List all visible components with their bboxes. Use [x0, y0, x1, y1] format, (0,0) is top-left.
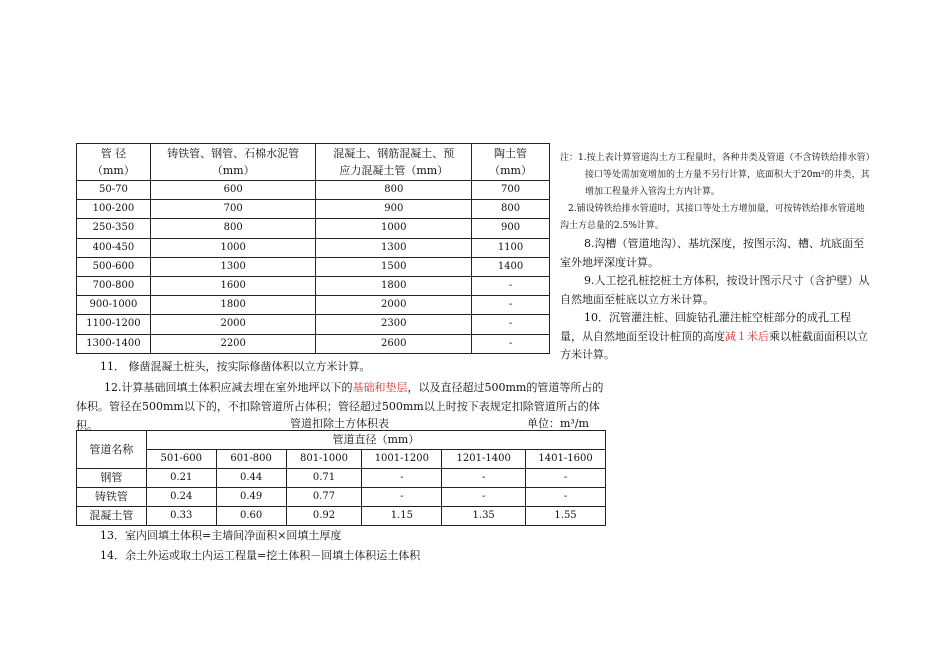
table-cell: 1400 — [472, 257, 550, 276]
highlight-text: 基础和垫层 — [352, 381, 408, 394]
table-cell: 2000 — [150, 315, 316, 334]
table-cell: 1800 — [150, 296, 316, 315]
table-row — [77, 257, 550, 276]
table-cell: 0.49 — [216, 488, 286, 507]
diameter-row — [77, 450, 606, 469]
table-cell: 700 — [150, 200, 316, 219]
table-cell: 250-350 — [77, 219, 151, 238]
table-cell: 0.33 — [146, 507, 216, 526]
table-cell: 900-1000 — [77, 296, 151, 315]
table-cell: 900 — [316, 200, 472, 219]
table-cell: 1500 — [316, 257, 472, 276]
header-pipe-name: 管道名称 — [77, 431, 147, 469]
header-diameter: 管 径 （mm） — [77, 144, 151, 181]
pipe-name: 钢管 — [77, 469, 147, 488]
table-cell: 2200 — [150, 334, 316, 353]
note-1: 注：1.按上表计算管道沟土方工程量时，各种井类及管道（不含铸铁给排水管）接口等处需加宽增加的土方量不另行计算，底面积大于20m²的井类，其增加工程量并入管沟土方内计算。 — [560, 153, 871, 197]
table-cell: 0.71 — [286, 469, 362, 488]
table-cell: 2600 — [316, 334, 472, 353]
item-12: 12.计算基础回填土体积应减去埋在室外地坪以下的基础和垫层，以及直径超过500mm的管道等所占的体积。管径在500mm以下的，不扣除管道所占体积；管径超过500mm以上时按下表规定扣除管道所占的体积。 — [76, 381, 604, 432]
table-cell: - — [526, 488, 606, 507]
item-9: 9.人工挖孔桩挖桩土方体积，按设计图示尺寸（含护壁）从自然地面至桩底以立方米计算。 — [560, 274, 870, 306]
header-pipe-diameter: 管道直径（mm） — [146, 431, 605, 450]
table-cell: - — [362, 488, 442, 507]
notes-panel — [560, 150, 872, 365]
table-cell: 0.77 — [286, 488, 362, 507]
diameter-header: 1401-1600 — [526, 450, 606, 469]
header-cast-iron: 铸铁管、钢管、石棉水泥管 （mm） — [150, 144, 316, 181]
diameter-header: 1201-1400 — [442, 450, 526, 469]
table-cell: 1300 — [316, 238, 472, 257]
table-cell: 1000 — [150, 238, 316, 257]
item-8: 8.沟槽（管道地沟）、基坑深度，按图示沟、槽、坑底面至室外地坪深度计算。 — [560, 237, 864, 269]
table-cell: 700 — [472, 181, 550, 200]
pipe-name: 铸铁管 — [77, 488, 147, 507]
table-cell: 600 — [150, 181, 316, 200]
table-cell: 1100 — [472, 238, 550, 257]
diameter-header: 801-1000 — [286, 450, 362, 469]
table-cell: 800 — [472, 200, 550, 219]
table-cell: - — [442, 469, 526, 488]
table-cell: 0.24 — [146, 488, 216, 507]
table-header-row — [77, 144, 550, 181]
table-cell: 1300-1400 — [77, 334, 151, 353]
table2-unit: 单位：m³/m — [527, 417, 589, 430]
table-cell: 800 — [150, 219, 316, 238]
highlight-text: 减１米后 — [725, 329, 769, 343]
table-cell: 400-450 — [77, 238, 151, 257]
table-cell: 1600 — [150, 276, 316, 295]
table-cell: 2300 — [316, 315, 472, 334]
table-cell: 800 — [316, 181, 472, 200]
header-clay: 陶土管 （mm） — [472, 144, 550, 181]
pipe-deduction-table — [76, 430, 606, 526]
table-cell: - — [472, 315, 550, 334]
table-cell: 2000 — [316, 296, 472, 315]
table-cell: - — [472, 334, 550, 353]
table-cell: 1.55 — [526, 507, 606, 526]
table-row — [77, 238, 550, 257]
table-row — [77, 276, 550, 295]
diameter-header: 1001-1200 — [362, 450, 442, 469]
table-cell: - — [442, 488, 526, 507]
table-cell: 0.92 — [286, 507, 362, 526]
table-cell: 1000 — [316, 219, 472, 238]
table-row — [77, 507, 606, 526]
table-row — [77, 200, 550, 219]
diameter-header: 601-800 — [216, 450, 286, 469]
item-14: 14．余土外运或取土内运工程量=挖土体积－回填土体积运土体积 — [100, 549, 421, 562]
table-cell: 0.44 — [216, 469, 286, 488]
pipe-name: 混凝土管 — [77, 507, 147, 526]
table-cell: - — [472, 296, 550, 315]
table-row — [77, 315, 550, 334]
table-cell: 900 — [472, 219, 550, 238]
table-cell: 1800 — [316, 276, 472, 295]
table-header-row — [77, 431, 606, 450]
table-row — [77, 469, 606, 488]
table2-title: 管道扣除土方体积表 — [290, 417, 389, 430]
item-11: 11． 修凿混凝土桩头，按实际修凿体积以立方米计算。 — [100, 360, 371, 373]
trench-width-table — [76, 143, 550, 354]
table-cell: 1.35 — [442, 507, 526, 526]
table-cell: 700-800 — [77, 276, 151, 295]
table-cell: - — [362, 469, 442, 488]
table-row — [77, 334, 550, 353]
table-cell: 100-200 — [77, 200, 151, 219]
header-concrete: 混凝土、钢筋混凝土、预 应力混凝土管（mm） — [316, 144, 472, 181]
note-2: 2.铺设铸铁给排水管道时，其接口等处土方增加量，可按铸铁给排水管道地沟土方总量的2.5%计算。 — [560, 204, 865, 231]
table-cell: 500-600 — [77, 257, 151, 276]
diameter-header: 501-600 — [146, 450, 216, 469]
table-row — [77, 181, 550, 200]
table-row — [77, 219, 550, 238]
table-cell: - — [526, 469, 606, 488]
table-row — [77, 488, 606, 507]
item-10: 10．沉管灌注桩、回旋钻孔灌注桩空桩部分的成孔工程量，从自然地面至设计桩顶的高度减１米后乘以桩截面面积以立方米计算。 — [560, 311, 868, 361]
item-13: 13．室内回填土体积=主墙间净面积×回填土厚度 — [100, 529, 342, 542]
table-cell: 1300 — [150, 257, 316, 276]
table-cell: 50-70 — [77, 181, 151, 200]
table-row — [77, 296, 550, 315]
table-cell: - — [472, 276, 550, 295]
table-cell: 1100-1200 — [77, 315, 151, 334]
table-cell: 0.21 — [146, 469, 216, 488]
table-cell: 0.60 — [216, 507, 286, 526]
table-cell: 1.15 — [362, 507, 442, 526]
